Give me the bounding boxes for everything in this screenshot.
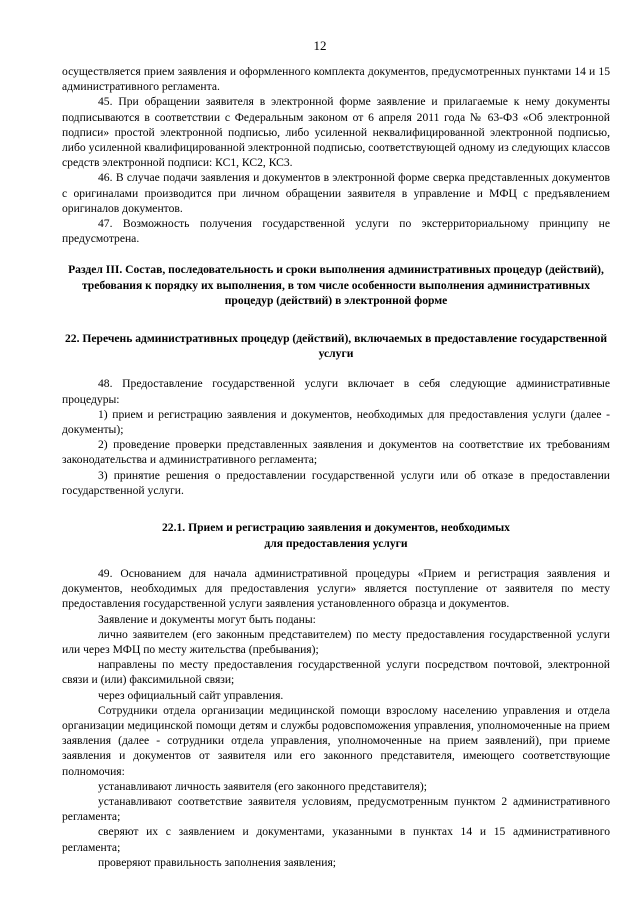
- paragraph-continued: осуществляется прием заявления и оформленного комплекта документов, предусмотренных пунктами 14 и 15 административного регламента.: [62, 65, 610, 94]
- staff-duties-intro: Сотрудники отдела организации медицинской помощи взрослому населению управления и отдела организации медицинской помощи детям и службы родовспоможения управления, уполномоченные на прием заявления (далее - сотрудники отдела управления, уполномоченные на прием заявлений), при приеме заявления и документов от заявителя или его законного представителя, имеющего соответствующие полномочия:: [62, 703, 610, 778]
- subsection-22-1-heading-line1: 22.1. Прием и регистрацию заявления и документов, необходимых: [162, 521, 510, 535]
- paragraph-47: 47. Возможность получения государственной услуги по экстерриториальному принципу не предусмотрена.: [62, 217, 610, 246]
- duty-conditions: устанавливают соответствие заявителя условиям, предусмотренным пунктом 2 административного регламента;: [62, 794, 610, 824]
- duty-check-form: проверяют правильность заполнения заявления;: [98, 855, 337, 869]
- submission-website: через официальный сайт управления.: [98, 688, 284, 702]
- subsection-22-heading: 22. Перечень административных процедур (действий), включаемых в предоставление государственной услуги: [64, 331, 608, 361]
- page-number: 12: [313, 38, 327, 53]
- paragraph-48: 48. Предоставление государственной услуги включает в себя следующие административные процедуры:: [62, 377, 610, 406]
- paragraph-49: 49. Основанием для начала административной процедуры «Прием и регистрация заявления и документов, необходимых для предоставления услуги» является поступление от заявителя по месту предоставления государственной услуги заявления установленного образца и документов.: [62, 566, 610, 611]
- paragraph-46: 46. В случае подачи заявления и документов в электронной форме сверка представленных документов с оригиналами производится при личном обращении заявителя в управление и МФЦ с предъявлением оригиналов документов.: [62, 171, 610, 215]
- list-item-3: 3) принятие решения о предоставлении государственной услуги или об отказе в предоставлении государственной услуги.: [62, 468, 610, 497]
- document-body: [62, 64, 610, 870]
- duty-verify-documents: сверяют их с заявлением и документами, указанными в пунктах 14 и 15 административного регламента;: [62, 825, 610, 854]
- list-item-2: 2) проведение проверки представленных заявления и документов на соответствие их требованиям законодательства и административного регламента;: [62, 438, 610, 467]
- submission-in-person: лично заявителем (его законным представителем) по месту предоставления государственной услуги или через МФЦ по месту жительства (пребывания);: [62, 627, 610, 656]
- paragraph-45: 45. При обращении заявителя в электронной форме заявление и прилагаемые к нему документы подписываются в соответствии с Федеральным законом от 6 апреля 2011 года № 63-ФЗ «Об электронной подписи» простой электронной подписью, либо усиленной неквалифицированной электронной подписью, либо усиленной квалифицированной электронной подписью, соответствующей одному из следующих классов средств электронной подписи: КС1, КС2, КС3.: [62, 95, 610, 170]
- submission-intro: Заявление и документы могут быть поданы:: [98, 612, 316, 626]
- section-3-heading: Раздел III. Состав, последовательность и сроки выполнения административных процедур (действий), требования к порядку их выполнения, в том числе особенности выполнения административных процедур (действий) в электронной форме: [68, 263, 604, 308]
- list-item-1: 1) прием и регистрацию заявления и документов, необходимых для предоставления услуги (далее - документы);: [62, 407, 610, 437]
- duty-identity: устанавливают личность заявителя (его законного представителя);: [98, 779, 427, 793]
- subsection-22-1-heading: [62, 520, 610, 551]
- subsection-22-1-heading-line2: для предоставления услуги: [264, 536, 408, 550]
- submission-by-mail: направлены по месту предоставления государственной услуги посредством почтовой, электронной связи и (или) факсимильной связи;: [62, 658, 610, 687]
